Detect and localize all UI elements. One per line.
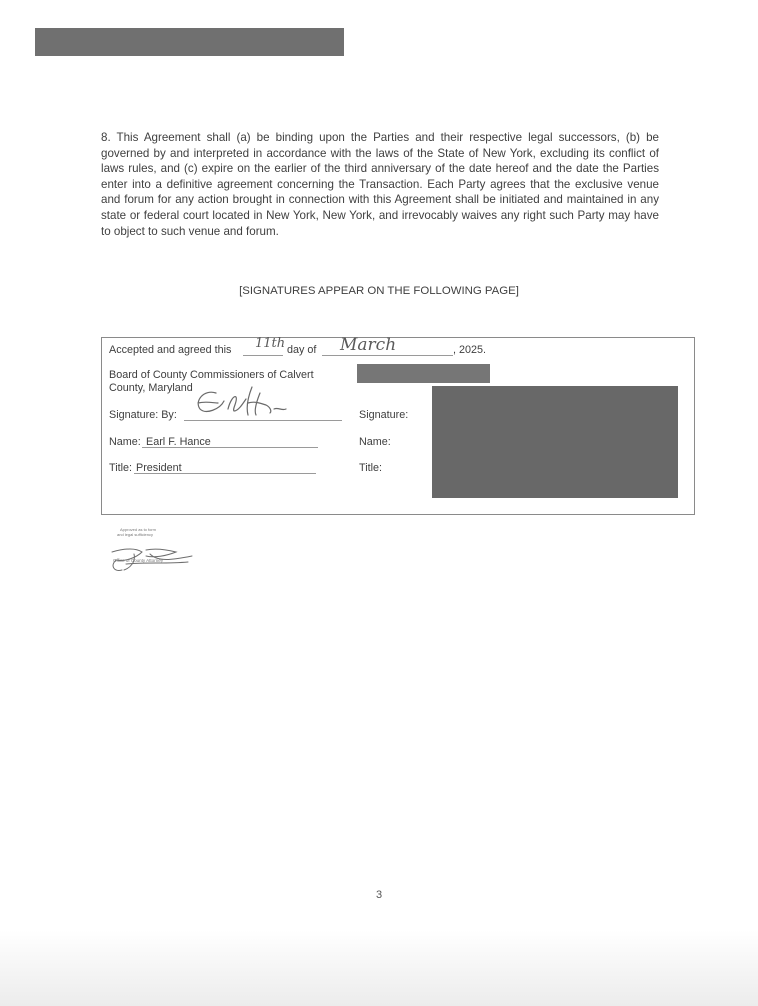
approval-line-1: Approved as to form xyxy=(120,527,157,532)
handwritten-signature xyxy=(190,383,300,423)
paragraph-8: 8. This Agreement shall (a) be binding upon the Parties and their respective legal successors, (b) be governed by and interpreted in accordance with the laws of the State of New York, excluding its conflict of laws rules, and (c) expire on the earlier of the third anniversary of the date hereof and the date the Parties enter into a definitive agreement concerning the Transaction. Each Party agrees that the exclusive venue and forum for any action brought in connection with this Agreement shall be initiated and maintained in any state or federal court located in New York, New York, and irrevocably waives any right such Party may have to object to such venue and forum. xyxy=(101,131,659,238)
accepted-prefix: Accepted and agreed this xyxy=(109,344,232,356)
approval-line-2: and legal sufficiency xyxy=(117,532,153,537)
signatures-notice: [SIGNATURES APPEAR ON THE FOLLOWING PAGE] xyxy=(239,285,519,297)
month-underline xyxy=(322,355,453,356)
day-of-label: day of xyxy=(287,344,317,356)
page-bottom-shade xyxy=(0,930,758,1006)
left-name-label: Name: xyxy=(109,436,141,448)
left-title-value: President xyxy=(136,462,182,474)
right-signature-label: Signature: xyxy=(359,409,409,421)
left-name-line xyxy=(142,447,318,448)
left-title-label: Title: xyxy=(109,462,132,474)
signature-hand-text xyxy=(200,392,257,403)
day-handwritten: 11th xyxy=(255,336,286,351)
redacted-signature-area xyxy=(432,386,678,498)
right-title-label: Title: xyxy=(359,462,382,474)
left-name-value: Earl F. Hance xyxy=(146,436,211,448)
redacted-party-name xyxy=(357,364,490,383)
day-underline xyxy=(243,355,283,356)
left-signature-line xyxy=(184,420,342,421)
header-redaction xyxy=(35,28,344,56)
right-name-label: Name: xyxy=(359,436,391,448)
org-line-2: County, Maryland xyxy=(109,382,193,394)
page-number: 3 xyxy=(375,889,383,901)
year-suffix: , 2025. xyxy=(453,344,487,356)
left-title-line xyxy=(134,473,316,474)
org-line-1: Board of County Commissioners of Calvert xyxy=(109,369,314,381)
month-handwritten: March xyxy=(340,335,397,355)
left-signature-label: Signature: By: xyxy=(109,409,177,421)
approval-caption: Office of County Attorney xyxy=(113,558,163,563)
